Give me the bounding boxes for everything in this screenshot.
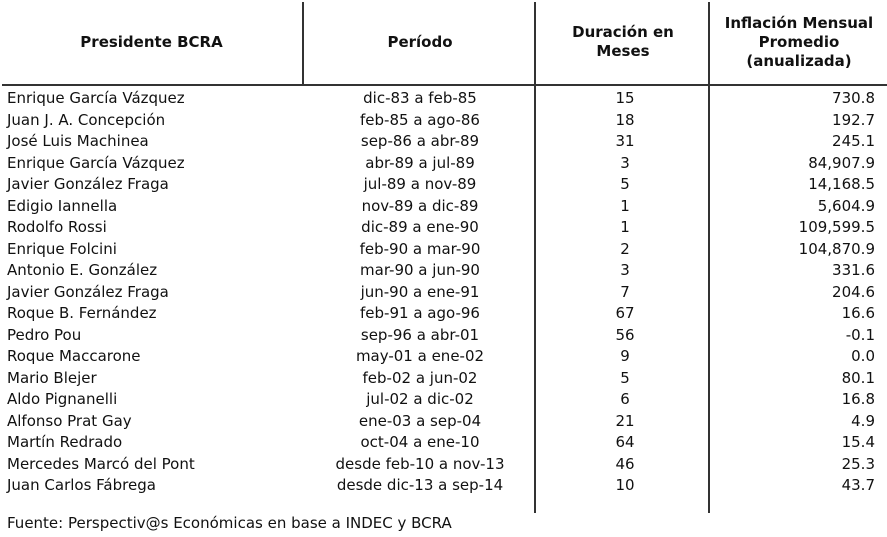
- header-president-label: Presidente BCRA: [80, 32, 223, 51]
- period-cell: jul-02 a dic-02: [366, 390, 474, 408]
- table-row: [0, 174, 887, 196]
- header-inflation-line1: Inflación Mensual: [724, 13, 874, 32]
- duration-cell: 31: [615, 132, 635, 150]
- inflation-cell: 204.6: [832, 282, 875, 301]
- table-row: [0, 411, 887, 433]
- inflation-cell: 14,168.5: [808, 175, 875, 193]
- table-row: [0, 88, 887, 110]
- inflation-cell: 84,907.9: [808, 153, 875, 172]
- table-row: [0, 454, 887, 476]
- president-cell: Pedro Pou: [7, 325, 82, 344]
- duration-cell: 9: [620, 347, 630, 365]
- inflation-cell: 43.7: [841, 476, 875, 494]
- duration-cell: 1: [620, 196, 630, 215]
- table-row: [0, 346, 887, 368]
- duration-cell: 6: [620, 390, 630, 408]
- table-row: [0, 475, 887, 497]
- period-cell: jul-89 a nov-89: [363, 175, 477, 193]
- duration-cell: 1: [620, 218, 630, 236]
- period-cell: mar-90 a jun-90: [360, 261, 480, 279]
- president-cell: Juan J. A. Concepción: [7, 110, 166, 129]
- president-cell: Alfonso Prat Gay: [7, 411, 132, 430]
- header-inflation: [711, 0, 887, 84]
- source-note: Fuente: Perspectiv@s Económicas en base a INDEC y BCRA: [7, 514, 452, 532]
- table-row: [0, 110, 887, 132]
- inflation-cell: 16.6: [841, 304, 875, 322]
- column-divider: [302, 2, 304, 84]
- inflation-cell: 16.8: [841, 390, 875, 408]
- header-duration-line2: Meses: [596, 42, 650, 60]
- table-row: [0, 325, 887, 347]
- president-cell: Javier González Fraga: [7, 282, 169, 301]
- duration-cell: 46: [615, 454, 635, 473]
- president-cell: Enrique García Vázquez: [7, 89, 185, 107]
- duration-cell: 3: [620, 153, 630, 172]
- duration-cell: 5: [620, 368, 630, 387]
- duration-cell: 10: [615, 476, 635, 494]
- president-cell: Edigio Iannella: [7, 196, 118, 215]
- president-cell: José Luis Machinea: [7, 132, 149, 150]
- inflation-cell: 5,604.9: [817, 196, 875, 215]
- duration-cell: 2: [620, 239, 630, 258]
- president-cell: Mario Blejer: [7, 368, 97, 387]
- header-duration: [537, 0, 709, 84]
- period-cell: sep-86 a abr-89: [360, 132, 480, 150]
- inflation-cell: -0.1: [845, 325, 875, 344]
- period-cell: desde dic-13 a sep-14: [336, 476, 504, 494]
- period-cell: jun-90 a ene-91: [360, 282, 480, 301]
- inflation-cell: 331.6: [832, 261, 875, 279]
- header-inflation-line3: (anualizada): [746, 51, 852, 70]
- header-rule: [2, 84, 887, 86]
- period-cell: feb-90 a mar-90: [359, 239, 481, 258]
- inflation-cell: 80.1: [841, 368, 875, 387]
- president-cell: Roque B. Fernández: [7, 304, 157, 322]
- duration-cell: 7: [620, 282, 630, 301]
- president-cell: Martín Redrado: [7, 433, 123, 451]
- inflation-cell: 25.3: [841, 454, 875, 473]
- period-cell: feb-91 a ago-96: [360, 304, 480, 322]
- period-cell: oct-04 a ene-10: [360, 433, 480, 451]
- table-row: [0, 239, 887, 261]
- duration-cell: 15: [615, 89, 635, 107]
- duration-cell: 67: [615, 304, 635, 322]
- header-president: [0, 0, 303, 84]
- president-cell: Aldo Pignanelli: [7, 390, 118, 408]
- inflation-cell: 245.1: [832, 132, 875, 150]
- table-row: [0, 217, 887, 239]
- duration-cell: 56: [615, 325, 635, 344]
- inflation-cell: 104,870.9: [798, 239, 875, 258]
- period-cell: nov-89 a dic-89: [361, 196, 479, 215]
- table-row: [0, 303, 887, 325]
- inflation-cell: 0.0: [851, 347, 875, 365]
- period-cell: sep-96 a abr-01: [360, 325, 480, 344]
- inflation-cell: 15.4: [841, 433, 875, 451]
- president-cell: Enrique García Vázquez: [7, 153, 185, 172]
- inflation-cell: 730.8: [832, 89, 875, 107]
- table-row: [0, 153, 887, 175]
- table-row: [0, 282, 887, 304]
- header-inflation-line2: Promedio: [758, 32, 840, 51]
- duration-cell: 3: [620, 261, 630, 279]
- inflation-cell: 4.9: [851, 411, 875, 430]
- period-cell: feb-85 a ago-86: [360, 110, 480, 129]
- period-cell: ene-03 a sep-04: [358, 411, 482, 430]
- president-cell: Mercedes Marcó del Pont: [7, 454, 195, 473]
- table-header: [0, 0, 887, 84]
- president-cell: Javier González Fraga: [7, 175, 169, 193]
- duration-cell: 18: [615, 110, 635, 129]
- period-cell: dic-89 a ene-90: [361, 218, 479, 236]
- president-cell: Rodolfo Rossi: [7, 218, 107, 236]
- table-row: [0, 389, 887, 411]
- table-row: [0, 260, 887, 282]
- period-cell: dic-83 a feb-85: [363, 89, 477, 107]
- duration-cell: 64: [615, 433, 635, 451]
- president-cell: Roque Maccarone: [7, 347, 141, 365]
- period-cell: desde feb-10 a nov-13: [335, 454, 505, 473]
- duration-cell: 21: [615, 411, 635, 430]
- duration-cell: 5: [620, 175, 630, 193]
- inflation-cell: 192.7: [832, 110, 875, 129]
- president-cell: Enrique Folcini: [7, 239, 117, 258]
- period-cell: feb-02 a jun-02: [362, 368, 478, 387]
- president-cell: Juan Carlos Fábrega: [7, 476, 156, 494]
- president-cell: Antonio E. González: [7, 261, 158, 279]
- period-cell: may-01 a ene-02: [355, 347, 485, 365]
- header-duration-line1: Duración en: [572, 23, 674, 41]
- header-period: [305, 0, 535, 84]
- inflation-cell: 109,599.5: [798, 218, 875, 236]
- table-row: [0, 196, 887, 218]
- table-row: [0, 131, 887, 153]
- table-row: [0, 432, 887, 454]
- header-period-label: Período: [387, 32, 453, 51]
- period-cell: abr-89 a jul-89: [365, 153, 475, 172]
- table-row: [0, 368, 887, 390]
- table-body: [0, 88, 887, 497]
